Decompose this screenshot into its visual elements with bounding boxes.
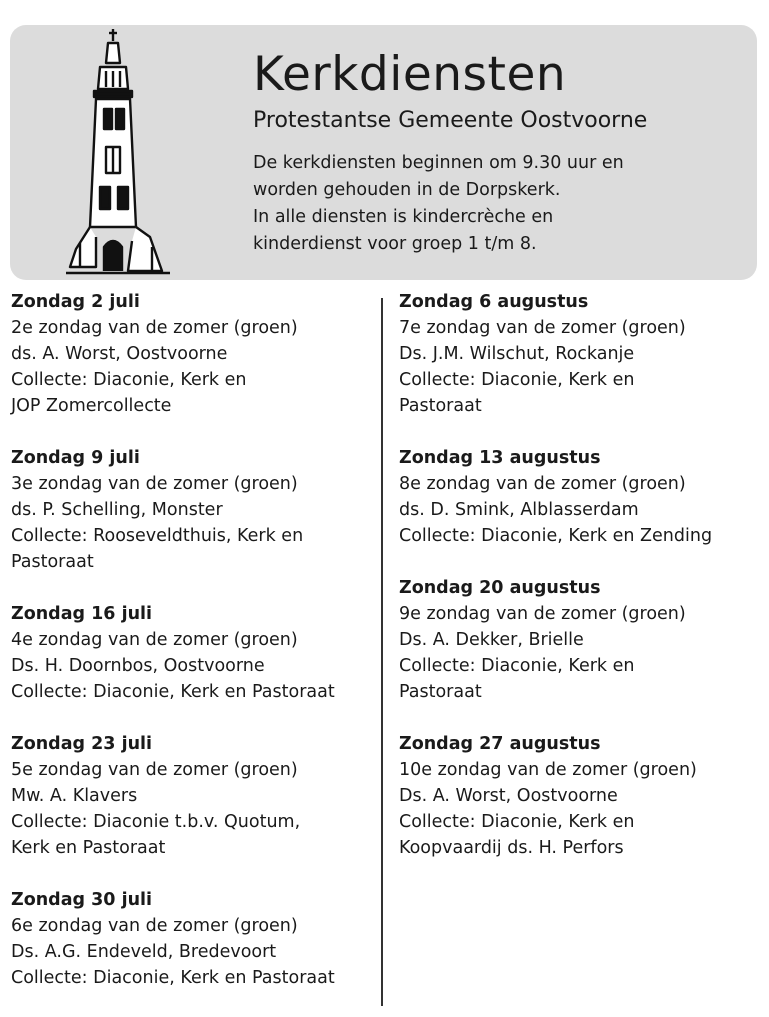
- service-line: Pastoraat: [399, 682, 482, 702]
- service-entry: [399, 731, 759, 861]
- service-line: 9e zondag van de zomer (groen): [399, 604, 686, 624]
- service-line: Pastoraat: [399, 396, 482, 416]
- service-line: Collecte: Diaconie, Kerk en: [399, 812, 635, 832]
- service-line: Mw. A. Klavers: [11, 786, 138, 806]
- service-line: Ds. J.M. Wilschut, Rockanje: [399, 344, 635, 364]
- service-line: ds. D. Smink, Alblasserdam: [399, 500, 639, 520]
- service-date: Zondag 9 juli: [11, 448, 140, 468]
- service-entry: [399, 445, 759, 549]
- intro-line: De kerkdiensten beginnen om 9.30 uur en: [253, 153, 624, 173]
- service-date: Zondag 20 augustus: [399, 578, 601, 598]
- service-date: Zondag 6 augustus: [399, 292, 589, 312]
- service-line: 5e zondag van de zomer (groen): [11, 760, 298, 780]
- service-line: Kerk en Pastoraat: [11, 838, 166, 858]
- service-line: Collecte: Diaconie, Kerk en Pastoraat: [11, 682, 335, 702]
- church-tower-icon: [66, 27, 176, 277]
- header-banner: [10, 25, 757, 280]
- service-line: Ds. A. Dekker, Brielle: [399, 630, 584, 650]
- service-entry: [399, 575, 759, 705]
- service-line: 7e zondag van de zomer (groen): [399, 318, 686, 338]
- intro-line: worden gehouden in de Dorpskerk.: [253, 180, 561, 200]
- intro-line: kinderdienst voor groep 1 t/m 8.: [253, 234, 537, 254]
- service-line: 4e zondag van de zomer (groen): [11, 630, 298, 650]
- intro-text: [253, 150, 753, 258]
- service-line: Ds. A.G. Endeveld, Bredevoort: [11, 942, 277, 962]
- service-line: 10e zondag van de zomer (groen): [399, 760, 697, 780]
- service-entry: [11, 445, 376, 575]
- service-line: Ds. H. Doornbos, Oostvoorne: [11, 656, 265, 676]
- service-line: ds. P. Schelling, Monster: [11, 500, 223, 520]
- page-title: Kerkdiensten: [253, 47, 567, 102]
- service-entry: [399, 289, 759, 419]
- services-column-august: [399, 289, 759, 887]
- service-line: Collecte: Diaconie, Kerk en: [399, 370, 635, 390]
- service-entry: [11, 289, 376, 419]
- service-line: Collecte: Diaconie, Kerk en Zending: [399, 526, 713, 546]
- service-line: 2e zondag van de zomer (groen): [11, 318, 298, 338]
- service-line: Collecte: Diaconie t.b.v. Quotum,: [11, 812, 301, 832]
- service-line: JOP Zomercollecte: [11, 396, 172, 416]
- service-entry: [11, 731, 376, 861]
- intro-line: In alle diensten is kindercrèche en: [253, 207, 554, 227]
- service-line: Collecte: Diaconie, Kerk en: [11, 370, 247, 390]
- service-date: Zondag 16 juli: [11, 604, 153, 624]
- page-subtitle: Protestantse Gemeente Oostvoorne: [253, 108, 648, 133]
- service-line: Collecte: Diaconie, Kerk en Pastoraat: [11, 968, 335, 988]
- service-line: 6e zondag van de zomer (groen): [11, 916, 298, 936]
- service-line: Collecte: Rooseveldthuis, Kerk en: [11, 526, 304, 546]
- service-date: Zondag 27 augustus: [399, 734, 601, 754]
- service-line: Koopvaardij ds. H. Perfors: [399, 838, 624, 858]
- column-divider: [381, 298, 383, 1006]
- service-date: Zondag 30 juli: [11, 890, 153, 910]
- service-line: Pastoraat: [11, 552, 94, 572]
- service-line: 3e zondag van de zomer (groen): [11, 474, 298, 494]
- service-date: Zondag 23 juli: [11, 734, 153, 754]
- service-line: Collecte: Diaconie, Kerk en: [399, 656, 635, 676]
- services-column-july: [11, 289, 376, 1017]
- service-line: ds. A. Worst, Oostvoorne: [11, 344, 228, 364]
- service-line: 8e zondag van de zomer (groen): [399, 474, 686, 494]
- service-date: Zondag 2 juli: [11, 292, 140, 312]
- service-entry: [11, 887, 376, 991]
- service-line: Ds. A. Worst, Oostvoorne: [399, 786, 618, 806]
- service-entry: [11, 601, 376, 705]
- service-date: Zondag 13 augustus: [399, 448, 601, 468]
